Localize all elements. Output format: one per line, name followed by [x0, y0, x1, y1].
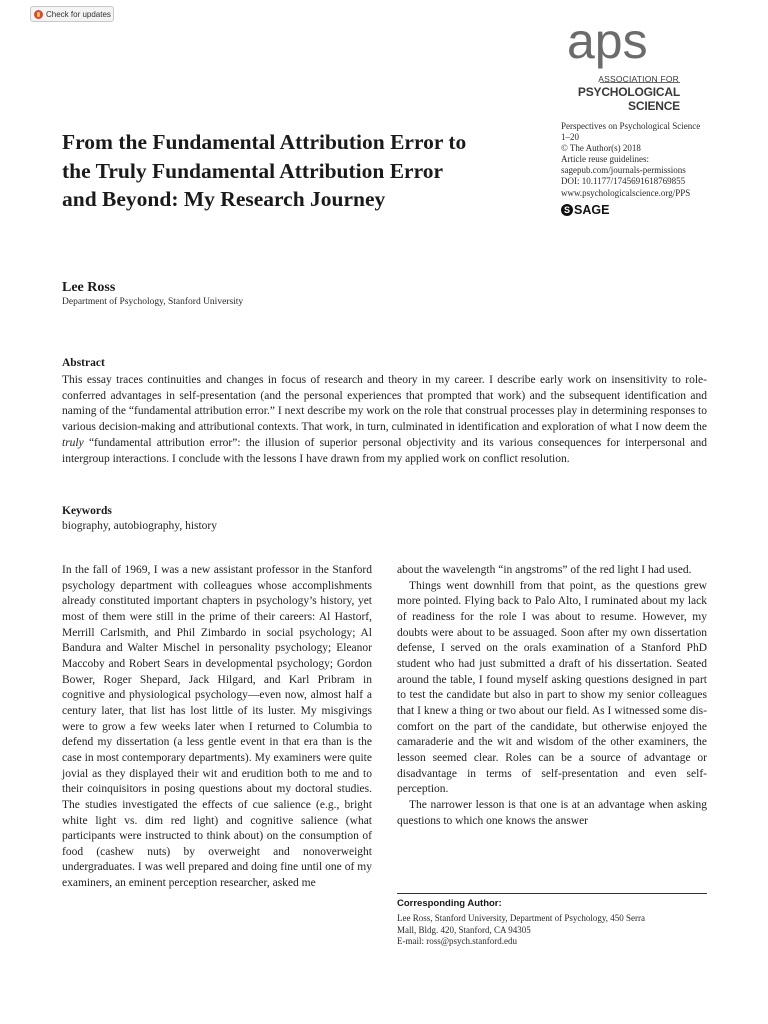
journal-info [561, 121, 761, 199]
crossmark-icon [34, 10, 43, 19]
keywords-heading: Keywords [62, 505, 112, 517]
abstract-text [62, 373, 707, 467]
abstract-text-part2: “fundamental attribution error”: the illusion of superior personal objectivity and its various consequences for interpersonal and intergroup interactions. I conclude with the lessons I have drawn from my applied work on conflict resolution. [62, 436, 707, 465]
keywords-list: biography, autobiography, history [62, 520, 218, 532]
journal-name: Perspectives on Psychological Science [561, 121, 701, 131]
article-title: From the Fundamental Attribution Error to the Truly Fundamental Attribution Error and Beyond: My Research Journey [62, 130, 467, 211]
corresponding-email-line [397, 936, 707, 948]
journal-url-link[interactable]: www.psychologicalscience.org/PPS [561, 187, 691, 198]
abstract-text-part1: This essay traces continuities and changes in focus of research and theory in my career. I describe early work on insensitivity to role-conferred advantages in self-presentation (and the personal experiences that prompted that work) and the subsequent identification and naming of the “fundamental attribution error.” I next describe my work on the role that construal processes play in determining responses to various decision-making and attributional contexts. That work, in turn, culminated in identification and exploration of what I now deem the [62, 374, 707, 434]
check-for-updates-label: Check for updates [46, 9, 111, 19]
copyright: © The Author(s) 2018 [561, 143, 641, 154]
reuse-guidelines-label: Article reuse guidelines: [561, 154, 649, 165]
author-affiliation: Department of Psychology, Stanford University [62, 297, 244, 307]
aps-logo-letters: aps [567, 18, 648, 69]
sage-icon: S [561, 204, 573, 216]
doi-link[interactable]: DOI: 10.1177/1745691618769855 [561, 176, 686, 187]
abstract-italic-word: truly [62, 436, 84, 449]
footnote-divider [397, 893, 707, 894]
check-for-updates-button[interactable] [30, 6, 114, 22]
email-label: E-mail: [397, 936, 427, 946]
body-paragraph: In the fall of 1969, I was a new assistant professor in the Stanford psychology department with colleagues whose accomplishments already constituted important chapters in psychology’s history, yet most of them were still in the prime of their careers: Al Hastorf, Merrill Carlsmith, and Phil Zimbardo in social psychology; Al Bandura and Walter Mischel in personality psychology; Eleanor Maccoby and Robert Sears in developmental psychology; Gordon Bower, Roger Shepard, Jack Hilgard, and Karl Pribram in cognitive and physiological psychology—even now, almost half a century later, that list has lost little of its luster. My misgivings were to grow a few weeks later when I returned to Columbia to defend my dissertation (a less gentle event in that era than is the case in most contemporary departments). My examiners were quite jovial as they displayed their wit and erudition both to me and to their coinquisitors in posing questions about my doctoral studies. The studies investigated the effects of cue salience (e.g., bright white light vs. dim red light) and cognitive salience (what participants were instructed to think about) on the consumption of food (cashew nuts) by overweight and nonoverweight undergraduates. I was well prepared and doing fine until one of my examiners, an eminent perception researcher, asked me [62, 564, 372, 890]
body-paragraph: about the wavelength “in angstroms” of the red light I had used. [397, 564, 692, 576]
body-paragraph: The narrower lesson is that one is at an advantage when asking questions to which one knows the answer [397, 798, 707, 827]
corresponding-author-heading: Corresponding Author: [397, 898, 502, 909]
email-link[interactable]: ross@psych.stanford.edu [426, 936, 518, 946]
sage-logo-text: SAGE [574, 203, 610, 217]
page-range: 1–20 [561, 132, 579, 143]
abstract-heading: Abstract [62, 357, 105, 369]
corresponding-address-line1: Lee Ross, Stanford University, Department of Psychology, 450 Serra [397, 913, 646, 923]
permissions-link[interactable]: sagepub.com/journals-permissions [561, 165, 686, 176]
body-left-column [62, 563, 372, 892]
aps-logo-line1: ASSOCIATION FOR [598, 74, 679, 84]
body-paragraph: Things went downhill from that point, as the questions grew more pointed. Flying back to Palo Alto, I ruminated about my lack of readiness for the role I was about to resume. However, my doubts were about to be assuaged. Soon after my own dissertation defense, I served on the orals examination of a Stanford PhD student who had just submitted a draft of his dissertation. Seated around the table, I found myself asking questions designed in part to test the candidate but also in part to show my senior colleagues that I knew a thing or two about our field. As I witnessed some discomfort on the part of the candidate, but otherwise enjoyed the camaraderie and the wit and wisdom of the other examiners, the lesson seemed clear. Roles can be a source of advantage or disadvantage in terms of self-presentation and even self-perception. [397, 579, 707, 796]
sage-logo [561, 203, 609, 217]
corresponding-address-line2: Mall, Bldg. 420, Stanford, CA 94305 [397, 924, 531, 935]
aps-logo [567, 18, 667, 70]
author-name: Lee Ross [62, 280, 116, 295]
corresponding-author-details [397, 913, 707, 948]
aps-logo-line2: PSYCHOLOGICAL SCIENCE [577, 85, 680, 113]
body-right-column [397, 563, 707, 829]
